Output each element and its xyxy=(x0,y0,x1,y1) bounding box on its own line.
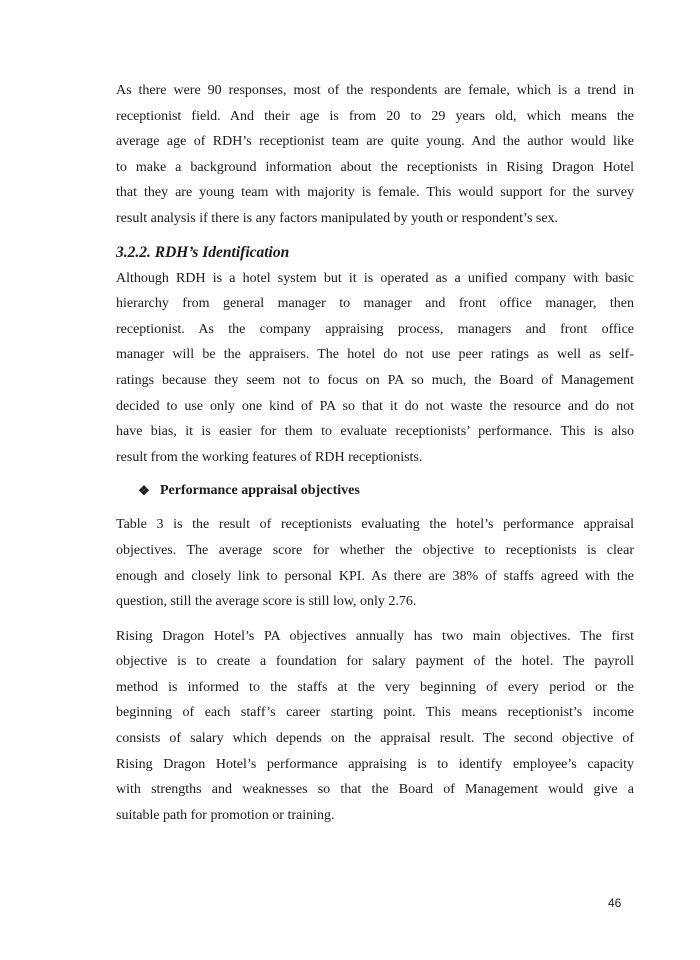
paragraph-table3 xyxy=(116,512,634,614)
page-number: 46 xyxy=(608,896,622,910)
text-line: have bias, it is easier for them to evaluate receptionists’ performance. This is also xyxy=(116,424,634,440)
section-heading: 3.2.2. RDH’s Identification xyxy=(116,243,290,261)
text-line: beginning of each staff’s career starting point. This means receptionist’s income xyxy=(116,705,634,721)
paragraph-objectives xyxy=(116,624,634,829)
text-line: objectives. The average score for whether the objective to receptionists is clear xyxy=(116,542,634,558)
text-line: decided to use only one kind of PA so that it do not waste the resource and do not xyxy=(116,398,634,414)
paragraph-identification xyxy=(116,266,634,471)
paragraph-respondents xyxy=(116,78,634,232)
text-line: Although RDH is a hotel system but it is operated as a unified company with basic xyxy=(116,270,634,286)
bullet-heading-label: Performance appraisal objectives xyxy=(160,483,360,499)
text-line: receptionist. As the company appraising process, managers and front office xyxy=(116,321,634,337)
text-line: Rising Dragon Hotel’s performance appraising is to identify employee’s capacity xyxy=(116,756,634,772)
text-line: receptionist field. And their age is from 20 to 29 years old, which means the xyxy=(116,108,634,124)
text-line: to make a background information about the receptionists in Rising Dragon Hotel xyxy=(116,159,634,175)
text-line: ratings because they seem not to focus on PA so much, the Board of Management xyxy=(116,372,634,388)
text-line: method is informed to the staffs at the very beginning of every period or the xyxy=(116,679,634,695)
diamond-bullet-icon: ❖ xyxy=(138,483,150,499)
text-line: with strengths and weaknesses so that the Board of Management would give a xyxy=(116,782,634,798)
text-line: Table 3 is the result of receptionists evaluating the hotel’s performance appraisal xyxy=(116,517,634,533)
text-line: manager will be the appraisers. The hotel do not use peer ratings as well as self- xyxy=(116,347,634,363)
text-line: objective is to create a foundation for salary payment of the hotel. The payroll xyxy=(116,654,634,670)
text-line: result from the working features of RDH receptionists. xyxy=(116,449,423,465)
text-line: enough and closely link to personal KPI. As there are 38% of staffs agreed with the xyxy=(116,568,634,584)
text-line: As there were 90 responses, most of the respondents are female, which is a trend in xyxy=(116,83,634,98)
text-line: question, still the average score is still low, only 2.76. xyxy=(116,594,417,610)
document-page xyxy=(116,78,634,828)
text-line: result analysis if there is any factors manipulated by youth or respondent’s sex. xyxy=(116,210,559,226)
bullet-heading xyxy=(116,480,634,502)
text-line: Rising Dragon Hotel’s PA objectives annually has two main objectives. The first xyxy=(116,628,634,644)
text-line: that they are young team with majority is female. This would support for the survey xyxy=(116,185,634,201)
text-line: suitable path for promotion or training. xyxy=(116,807,335,823)
text-line: average age of RDH’s receptionist team are quite young. And the author would like xyxy=(116,134,634,150)
text-line: hierarchy from general manager to manager and front office manager, then xyxy=(116,296,634,312)
text-line: consists of salary which depends on the appraisal result. The second objective of xyxy=(116,731,634,747)
